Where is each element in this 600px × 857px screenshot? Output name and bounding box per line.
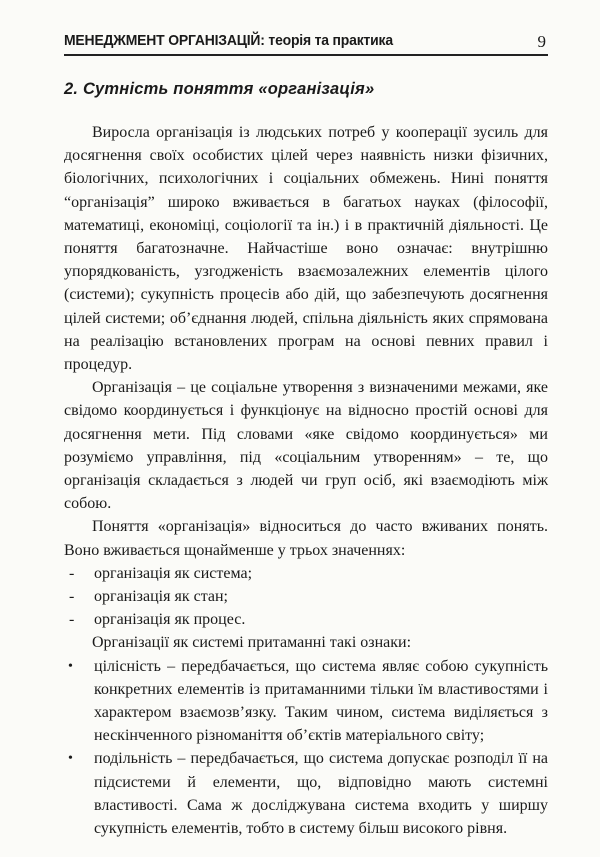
paragraph-2: Організація – це соціальне утворення з визначеними межами, яке свідомо координується і функціонує на відносно простій основі для досягнення мети. Під словами «яке свідомо координується» ми розуміємо управління, під «соціальним утворенням» – те, що організація складається з людей чи груп осіб, які взаємодіють між собою. bbox=[64, 379, 548, 513]
body-text bbox=[64, 121, 548, 840]
page-number: 9 bbox=[537, 32, 546, 51]
features-intro: Організації як системі притаманні такі ознаки: bbox=[92, 634, 412, 652]
dash-marker: - bbox=[69, 588, 75, 606]
list-item-text: організація як процес. bbox=[94, 611, 246, 629]
bullet-icon: • bbox=[68, 658, 73, 674]
list-item bbox=[64, 747, 548, 840]
list-item bbox=[64, 585, 548, 608]
meanings-list bbox=[64, 562, 548, 632]
paragraph-3: Поняття «організація» відноситься до часто вживаних понять. Воно вживається щонайменше у трьох значеннях: bbox=[64, 518, 548, 559]
dash-marker: - bbox=[69, 611, 75, 629]
list-item bbox=[64, 562, 548, 585]
dash-marker: - bbox=[69, 564, 75, 582]
section-title: 2. Сутність поняття «організація» bbox=[64, 80, 375, 98]
features-list bbox=[64, 655, 548, 841]
list-item bbox=[64, 608, 548, 631]
list-item-text: цілісність – передбачається, що система являє собою сукупність конкретних елементів із притаманними тільки їм властивостями і характером взаємозв’язку. Таким чином, система виділяється з нескінченного різноманіття об’єктів матеріального світу; bbox=[94, 657, 548, 745]
running-title: МЕНЕДЖМЕНТ ОРГАНІЗАЦІЙ: теорія та практика bbox=[64, 32, 393, 49]
list-item-text: подільність – передбачається, що система допускає розподіл її на підсистеми й елементи, що, відповідно мають системні властивості. Сама ж досліджувана система входить у ширшу сукупність елементів, тобто в систему більш високого рівня. bbox=[94, 750, 548, 838]
list-item-text: організація як система; bbox=[94, 564, 253, 582]
bullet-icon: • bbox=[68, 751, 73, 767]
list-item-text: організація як стан; bbox=[94, 588, 228, 606]
paragraph-1: Виросла організація із людських потреб у кооперації зусиль для досягнення своїх особистих цілей через наявність низки фізичних, біологічних, психологічних і соціальних обмежень. Нині поняття “організація” широко вживається в багатьох науках (філософії, математиці, економіці, соціології та ін.) і в практичній діяльності. Це поняття багатозначне. Найчастіше воно означає: внутрішню упорядкованість, узгодженість взаємозалежних елементів цілого (системи); сукупність процесів або дій, що забезпечують досягнення цілей системи; об’єднання людей, спільна діяльність яких спрямована на реалізацію встановлених програм на основі певних правил і процедур. bbox=[64, 124, 548, 374]
list-item bbox=[64, 655, 548, 748]
running-header bbox=[64, 30, 548, 56]
